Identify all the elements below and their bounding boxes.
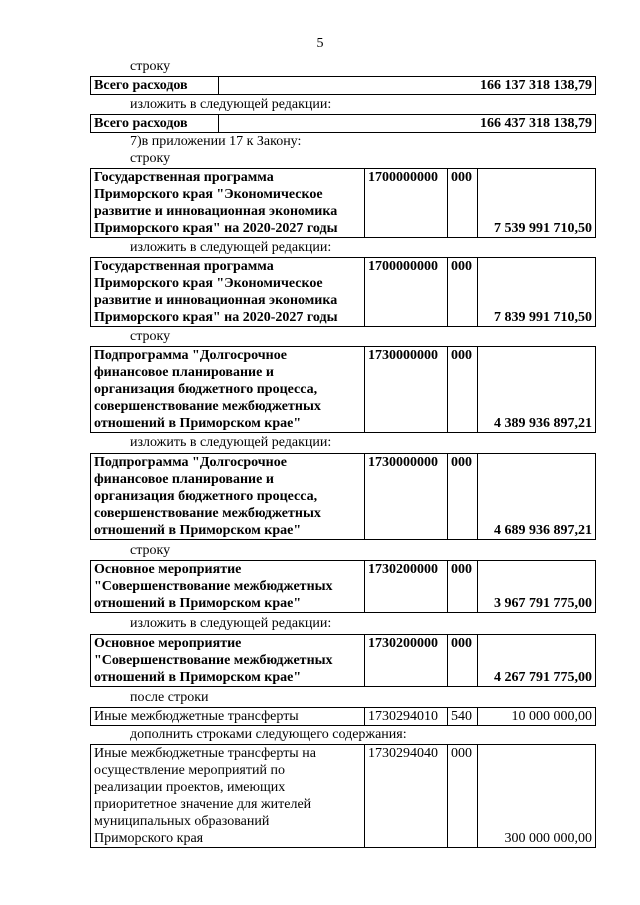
total-new-table [90,114,596,133]
name-line: отношений в Приморском крае" [94,416,302,431]
sub-new-name [91,454,365,540]
sub-old-name [91,347,365,433]
om-new-code: 1730200000 [365,635,448,687]
name-line: Основное мероприятие [94,562,242,577]
name-line: отношений в Приморском крае" [94,596,302,611]
total-new-amount: 166 437 318 138,79 [219,115,596,133]
sub-old-kind: 000 [448,347,478,433]
gp-old-code: 1700000000 [365,169,448,238]
page-number: 5 [316,36,324,51]
added-row-kind: 000 [448,745,478,848]
gp-new-code: 1700000000 [365,258,448,327]
name-line: развитие и инновационная экономика [94,204,338,219]
name-line: совершенствование межбюджетных [94,506,321,521]
om-old-kind: 000 [448,561,478,613]
other-row-table [90,707,596,726]
gp-old-kind: 000 [448,169,478,238]
gp-new-kind: 000 [448,258,478,327]
name-line: Основное мероприятие [94,636,242,651]
other-row-code: 1730294010 [365,708,448,726]
om-new-kind: 000 [448,635,478,687]
om-old-amount: 3 967 791 775,00 [478,561,596,613]
sub-new-table [90,453,596,540]
added-row-amount: 300 000 000,00 [478,745,596,848]
gp-new-amount: 7 839 991 710,50 [478,258,596,327]
label-appendix: 7)в приложении 17 к Закону: [130,134,302,149]
label-set-in-edition: изложить в следующей редакции: [130,435,332,450]
name-line: реализации проектов, имеющих [94,780,286,795]
label-line: строку [130,329,171,344]
name-line: муниципальных образований [94,814,270,829]
name-line: Приморского края [94,831,204,846]
name-line: Приморского края "Экономическое [94,187,323,202]
name-line: Подпрограмма "Долгосрочное [94,348,287,363]
other-row-kind: 540 [448,708,478,726]
other-row-name: Иные межбюджетные трансферты [91,708,365,726]
sub-old-amount: 4 389 936 897,21 [478,347,596,433]
sub-old-code: 1730000000 [365,347,448,433]
name-line: развитие и инновационная экономика [94,293,338,308]
name-line: организация бюджетного процесса, [94,382,318,397]
label-set-in-edition: изложить в следующей редакции: [130,616,332,631]
label-add-lines: дополнить строками следующего содержания: [130,727,407,742]
om-old-name [91,561,365,613]
name-line: Государственная программа [94,259,274,274]
name-line: Государственная программа [94,170,274,185]
name-line: отношений в Приморском крае" [94,670,302,685]
label-set-in-edition: изложить в следующей редакции: [130,97,332,112]
sub-new-code: 1730000000 [365,454,448,540]
added-row-table [90,744,596,848]
gp-old-table [90,168,596,238]
total-old-amount: 166 137 318 138,79 [219,77,596,95]
name-line: организация бюджетного процесса, [94,489,318,504]
name-line: Приморского края" на 2020-2027 годы [94,310,338,325]
gp-new-name [91,258,365,327]
name-line: приоритетное значение для жителей [94,797,312,812]
om-new-amount: 4 267 791 775,00 [478,635,596,687]
sub-old-table [90,346,596,433]
om-new-name [91,635,365,687]
name-line: Приморского края" на 2020-2027 годы [94,221,338,236]
added-row-name [91,745,365,848]
om-old-code: 1730200000 [365,561,448,613]
om-old-table [90,560,596,613]
added-row-code: 1730294040 [365,745,448,848]
name-line: Подпрограмма "Долгосрочное [94,455,287,470]
total-new-name: Всего расходов [91,115,219,133]
name-line: Иные межбюджетные трансферты на [94,746,316,761]
label-line: строку [130,543,171,558]
name-line: "Совершенствование межбюджетных [94,579,333,594]
total-old-name: Всего расходов [91,77,219,95]
name-line: финансовое планирование и [94,472,274,487]
name-line: финансовое планирование и [94,365,274,380]
name-line: "Совершенствование межбюджетных [94,653,333,668]
other-row-amount: 10 000 000,00 [478,708,596,726]
label-after-line: после строки [130,690,209,705]
om-new-table [90,634,596,687]
sub-new-kind: 000 [448,454,478,540]
name-line: осуществление мероприятий по [94,763,285,778]
name-line: отношений в Приморском крае" [94,523,302,538]
name-line: совершенствование межбюджетных [94,399,321,414]
gp-old-amount: 7 539 991 710,50 [478,169,596,238]
label-set-in-edition: изложить в следующей редакции: [130,240,332,255]
sub-new-amount: 4 689 936 897,21 [478,454,596,540]
label-line: строку [130,151,171,166]
label-line: строку [130,59,171,74]
total-old-table [90,76,596,95]
gp-old-name [91,169,365,238]
gp-new-table [90,257,596,327]
name-line: Приморского края "Экономическое [94,276,323,291]
